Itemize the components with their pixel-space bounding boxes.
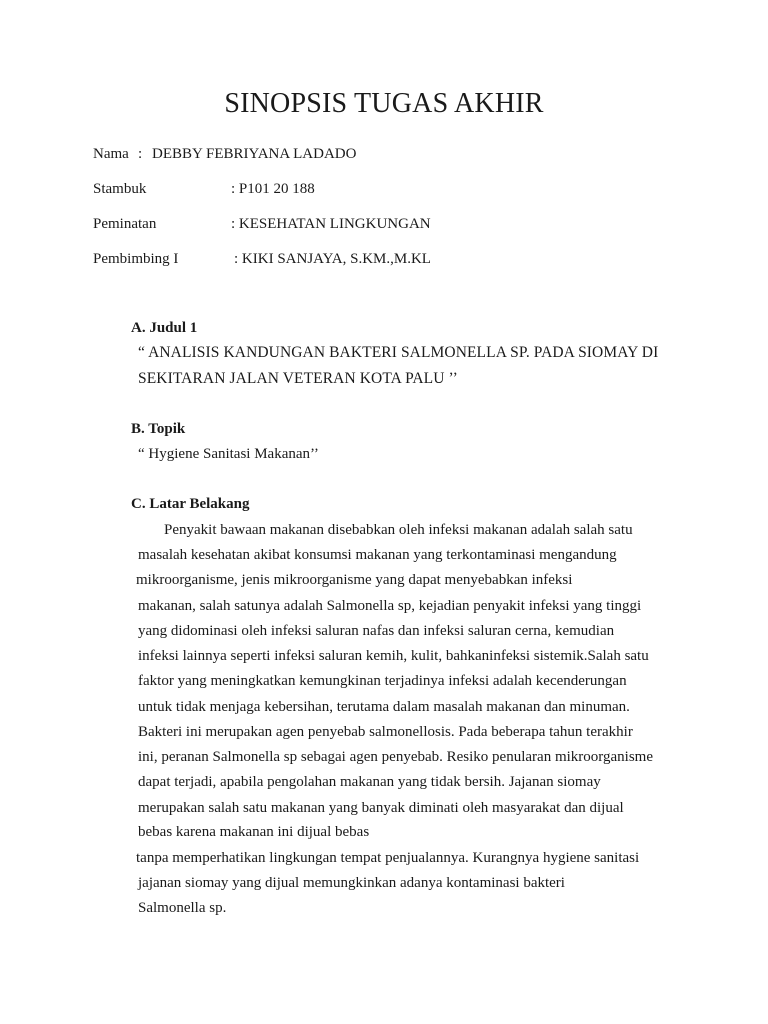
nama-separator: : [138, 146, 143, 162]
paragraph-line: Bakteri ini merupakan agen penyebab salmonellosis. Pada beberapa tahun terakhir [138, 724, 633, 740]
paragraph-line: jajanan siomay yang dijual memungkinkan adanya kontaminasi bakteri [138, 875, 565, 891]
paragraph-line: Salmonella sp. [138, 900, 227, 916]
judul-line: “ ANALISIS KANDUNGAN BAKTERI SALMONELLA SP. PADA SIOMAY DI [138, 344, 659, 361]
topik-text: “ Hygiene Sanitasi Makanan’’ [138, 446, 319, 462]
nama-label: Nama [93, 146, 129, 162]
nama-value: DEBBY FEBRIYANA LADADO [152, 146, 357, 162]
paragraph-line: infeksi lainnya seperti infeksi saluran kemih, kulit, bahkaninfeksi sistemik.Salah satu [138, 648, 649, 664]
peminatan-value: : KESEHATAN LINGKUNGAN [231, 216, 431, 232]
judul-line: SEKITARAN JALAN VETERAN KOTA PALU ’’ [138, 370, 458, 387]
paragraph-line: Penyakit bawaan makanan disebabkan oleh infeksi makanan adalah salah satu [164, 522, 633, 538]
pembimbing-label: Pembimbing I [93, 251, 179, 267]
paragraph-line: ini, peranan Salmonella sp sebagai agen penyebab. Resiko penularan mikroorganisme [138, 749, 653, 765]
paragraph-line: masalah kesehatan akibat konsumsi makanan yang terkontaminasi mengandung [138, 547, 617, 563]
section-c-heading: C. Latar Belakang [131, 496, 250, 512]
paragraph-line: merupakan salah satu makanan yang banyak diminati oleh masyarakat dan dijual [138, 800, 624, 816]
paragraph-line: bebas karena makanan ini dijual bebas [138, 824, 370, 840]
paragraph-line: yang didominasi oleh infeksi saluran nafas dan infeksi saluran cerna, kemudian [138, 623, 615, 639]
stambuk-value: : P101 20 188 [231, 181, 315, 197]
section-b-heading: B. Topik [131, 421, 186, 437]
stambuk-label: Stambuk [93, 181, 147, 197]
paragraph-line: faktor yang meningkatkan kemungkinan terjadinya infeksi adalah kecenderungan [138, 673, 627, 689]
document-title: SINOPSIS TUGAS AKHIR [224, 88, 544, 119]
paragraph-line: makanan, salah satunya adalah Salmonella sp, kejadian penyakit infeksi yang tinggi [138, 598, 642, 614]
section-a-heading: A. Judul 1 [131, 320, 198, 336]
peminatan-label: Peminatan [93, 216, 157, 232]
pembimbing-value: : KIKI SANJAYA, S.KM.,M.KL [234, 251, 431, 267]
paragraph-line: untuk tidak menjaga kebersihan, terutama dalam masalah makanan dan minuman. [138, 699, 630, 715]
paragraph-line: mikroorganisme, jenis mikroorganisme yang dapat menyebabkan infeksi [136, 572, 573, 588]
paragraph-line: tanpa memperhatikan lingkungan tempat penjualannya. Kurangnya hygiene sanitasi [136, 850, 640, 866]
paragraph-line: dapat terjadi, apabila pengolahan makanan yang tidak bersih. Jajanan siomay [138, 774, 601, 790]
